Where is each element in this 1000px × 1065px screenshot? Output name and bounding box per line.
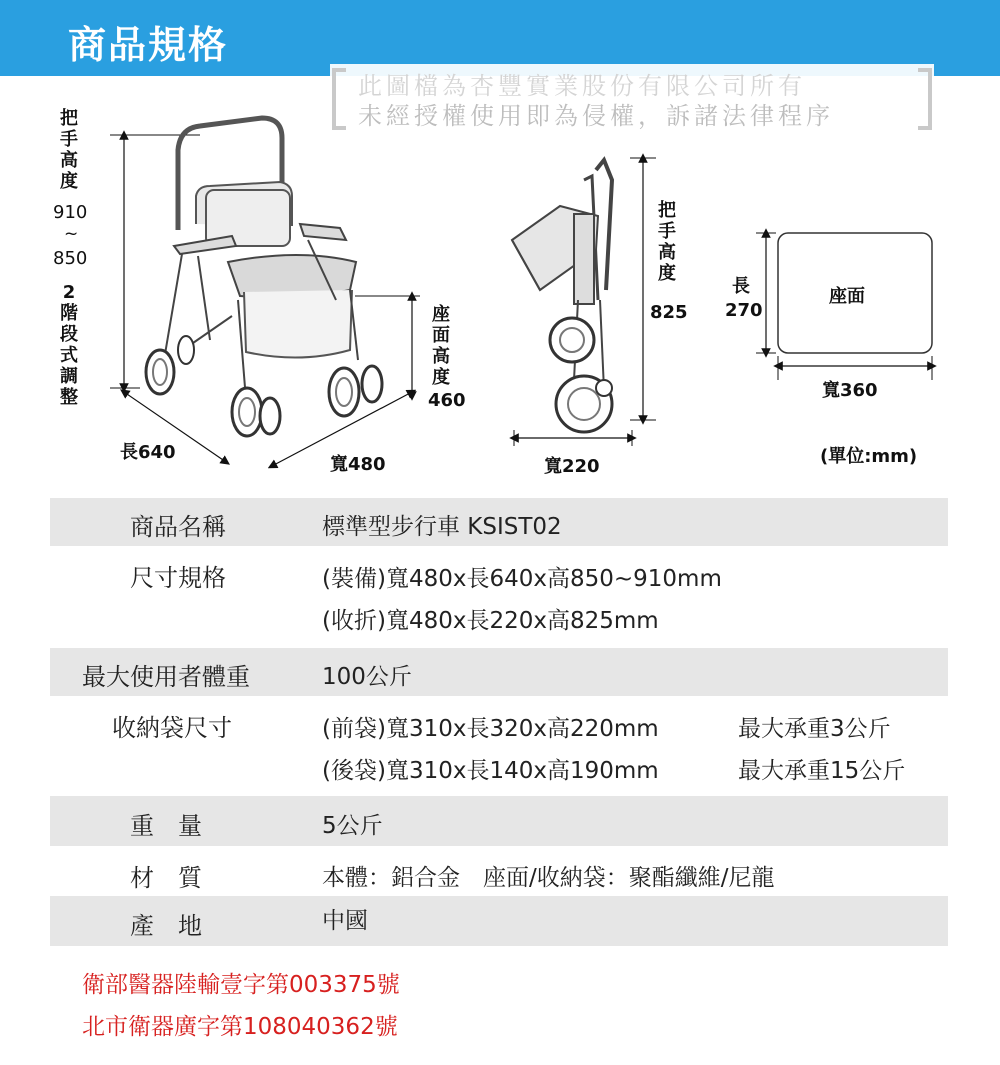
handle-height-min: 850 — [53, 248, 88, 269]
seat-length-value: 270 — [725, 300, 763, 321]
char: 整 — [60, 387, 78, 408]
unit-label: (單位:mm) — [820, 446, 918, 467]
char: 座 — [432, 304, 450, 325]
spec-row-material — [50, 846, 948, 896]
spec-value: (收折)寬480x長220x高825mm — [322, 608, 659, 634]
spec-extra: 最大承重15公斤 — [738, 758, 906, 784]
length-label: 長640 — [120, 442, 176, 463]
spec-row-weight — [50, 796, 948, 846]
spec-value: (裝備)寬480x長640x高850~910mm — [322, 566, 722, 592]
char: 度 — [432, 367, 450, 388]
char: 階 — [60, 303, 78, 324]
spec-row-origin — [50, 896, 948, 946]
seat-length-label — [730, 276, 752, 297]
spec-value: 100公斤 — [322, 664, 412, 690]
spec-label: 商品名稱 — [130, 513, 226, 541]
char: 長 — [732, 276, 750, 297]
char: 度 — [658, 263, 676, 284]
handle-height-max: 910 — [53, 202, 88, 223]
folded-handle-height-value: 825 — [650, 302, 688, 323]
spec-value: (後袋)寬310x長140x高190mm — [322, 758, 659, 784]
page-title: 商品規格 — [68, 23, 229, 67]
two-stage-adjust-label — [58, 282, 80, 408]
handle-height-tilde: ~ — [64, 224, 79, 244]
watermark-line-2: 未經授權使用即為侵權，訴諸法律程序 — [358, 102, 834, 130]
spec-value: 標準型步行車 KSIST02 — [322, 514, 562, 540]
seat-width-label: 寬360 — [822, 380, 878, 401]
seat-height-value: 460 — [428, 390, 466, 411]
spec-label: 最大使用者體重 — [82, 663, 250, 691]
spec-label: 收納袋尺寸 — [112, 714, 232, 742]
folded-walker-illustration — [512, 160, 612, 432]
dimension-diagram — [0, 0, 1000, 480]
char: 把 — [658, 200, 676, 221]
char: 調 — [60, 366, 78, 387]
spec-value: 5公斤 — [322, 813, 383, 839]
char: 高 — [658, 242, 676, 263]
char: 高 — [60, 150, 78, 171]
seat-height-label — [430, 304, 452, 388]
spec-value: 本體：鋁合金 座面/收納袋：聚酯纖維/尼龍 — [322, 865, 775, 891]
spec-row-bag-size — [50, 696, 948, 796]
spec-row-max-weight — [50, 648, 948, 696]
spec-label: 材 質 — [130, 864, 202, 892]
spec-value: 中國 — [322, 908, 368, 934]
char: 2 — [62, 282, 76, 303]
char: 式 — [60, 345, 78, 366]
registration-number-1: 衛部醫器陸輸壹字第003375號 — [82, 972, 400, 998]
char: 高 — [432, 346, 450, 367]
folded-handle-height-label — [656, 200, 678, 284]
char: 度 — [60, 171, 78, 192]
width-label: 寬480 — [330, 454, 386, 475]
spec-label: 重 量 — [130, 812, 202, 840]
spec-label: 尺寸規格 — [130, 564, 226, 592]
char: 面 — [432, 325, 450, 346]
handle-height-label — [58, 108, 80, 192]
char: 段 — [60, 324, 78, 345]
watermark-line-1: 此圖檔為杏豐實業股份有限公司所有 — [358, 72, 806, 100]
spec-label: 產 地 — [130, 912, 202, 940]
seat-surface-name: 座面 — [829, 286, 865, 307]
folded-width-label: 寬220 — [544, 456, 600, 477]
registration-number-2: 北市衛器廣字第108040362號 — [82, 1014, 398, 1040]
walker-illustration — [146, 118, 382, 436]
spec-value: (前袋)寬310x長320x高220mm — [322, 716, 659, 742]
spec-extra: 最大承重3公斤 — [738, 716, 891, 742]
char: 把 — [60, 108, 78, 129]
spec-row-product-name — [50, 498, 948, 546]
spec-row-dimensions — [50, 546, 948, 648]
char: 手 — [658, 221, 676, 242]
char: 手 — [60, 129, 78, 150]
